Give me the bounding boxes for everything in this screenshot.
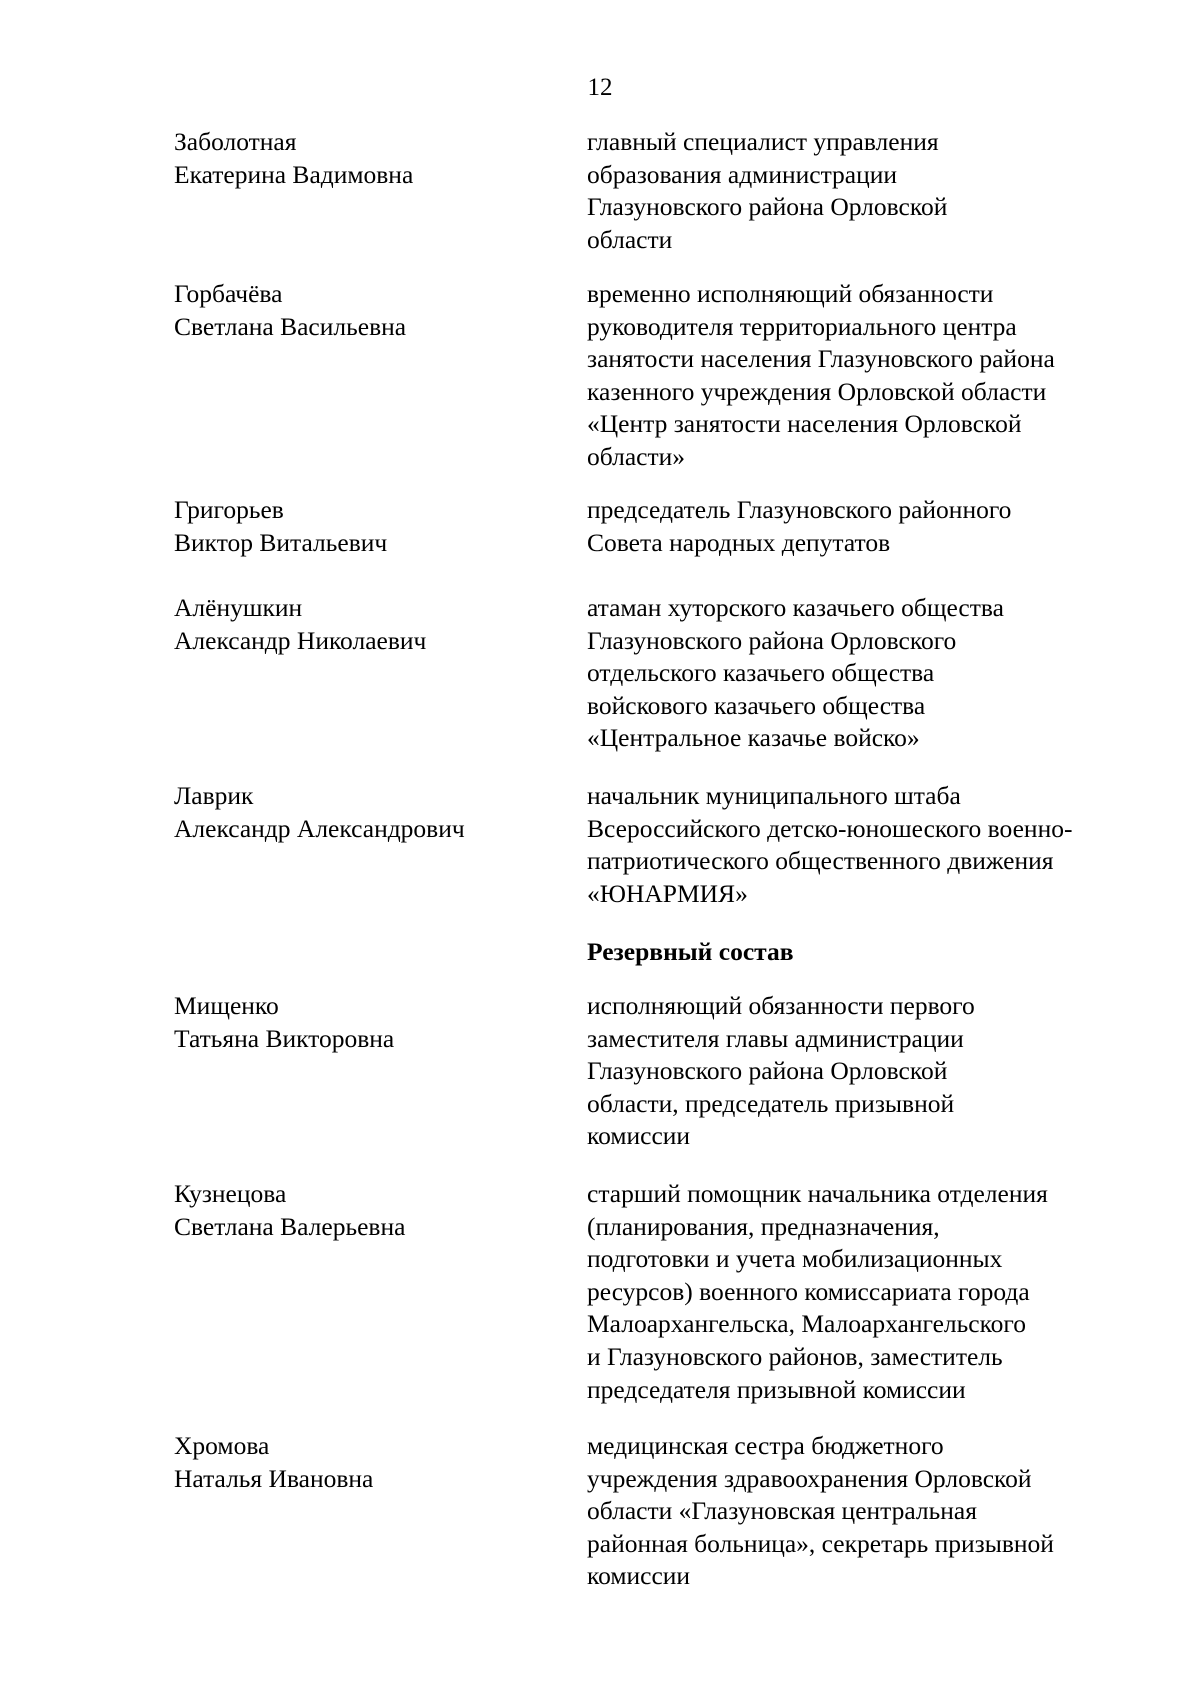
role-line: районная больница», секретарь призывной <box>587 1528 1054 1558</box>
member-role <box>587 780 1147 910</box>
role-line: учреждения здравоохранения Орловской <box>587 1463 1032 1493</box>
role-line: Совета народных депутатов <box>587 527 891 557</box>
role-line: (планирования, предназначения, <box>587 1211 940 1241</box>
role-line: председателя призывной комиссии <box>587 1374 966 1404</box>
role-line: области «Глазуновская центральная <box>587 1496 977 1526</box>
member-role <box>587 278 1147 474</box>
role-line: области <box>587 224 673 254</box>
role-line: занятости населения Глазуновского района <box>587 344 1055 374</box>
role-line: старший помощник начальника отделения <box>587 1179 1048 1208</box>
role-line: начальник муниципального штаба <box>587 781 961 810</box>
member-name <box>174 592 574 657</box>
role-line: патриотического общественного движения <box>587 846 1054 876</box>
role-line: Всероссийского детско-юношеского военно- <box>587 813 1073 843</box>
role-line: атаман хуторского казачьего общества <box>587 593 1004 622</box>
member-surname: Мищенко <box>174 991 279 1020</box>
member-given-names: Александр Николаевич <box>174 625 427 655</box>
role-line: руководителя территориального центра <box>587 311 1017 341</box>
member-given-names: Виктор Витальевич <box>174 527 388 557</box>
member-given-names: Александр Александрович <box>174 813 465 843</box>
member-role <box>587 1178 1147 1406</box>
member-name <box>174 990 574 1055</box>
member-role <box>587 990 1147 1153</box>
role-line: председатель Глазуновского районного <box>587 495 1012 524</box>
member-name <box>174 278 574 343</box>
role-line: области» <box>587 441 685 471</box>
member-role <box>587 126 1147 256</box>
role-line: временно исполняющий обязанности <box>587 279 994 308</box>
member-surname: Заболотная <box>174 127 297 156</box>
role-line: войскового казачьего общества <box>587 690 926 720</box>
member-given-names: Татьяна Викторовна <box>174 1023 395 1053</box>
role-line: образования администрации <box>587 159 898 189</box>
page-number: 12 <box>587 74 613 101</box>
member-given-names: Светлана Васильевна <box>174 311 407 341</box>
member-given-names: Екатерина Вадимовна <box>174 159 414 189</box>
role-line: «Центральное казачье войско» <box>587 723 920 753</box>
role-line: комиссии <box>587 1121 691 1151</box>
member-given-names: Наталья Ивановна <box>174 1463 374 1493</box>
role-line: комиссии <box>587 1561 691 1591</box>
role-line: исполняющий обязанности первого <box>587 991 975 1020</box>
role-line: «ЮНАРМИЯ» <box>587 878 748 908</box>
role-line: отдельского казачьего общества <box>587 658 935 688</box>
reserve-heading: Резервный состав <box>587 937 794 966</box>
role-line: главный специалист управления <box>587 127 939 156</box>
role-line: казенного учреждения Орловской области <box>587 376 1047 406</box>
member-surname: Хромова <box>174 1431 270 1460</box>
role-line: ресурсов) военного комиссариата города <box>587 1276 1030 1306</box>
role-line: подготовки и учета мобилизационных <box>587 1244 1003 1274</box>
role-line: «Центр занятости населения Орловской <box>587 409 1022 439</box>
member-name <box>174 780 574 845</box>
member-role <box>587 1430 1147 1593</box>
member-surname: Григорьев <box>174 495 284 524</box>
role-line: медицинская сестра бюджетного <box>587 1431 944 1460</box>
member-name <box>174 494 574 559</box>
member-surname: Горбачёва <box>174 279 283 308</box>
role-line: Глазуновского района Орловской <box>587 192 948 222</box>
role-line: Малоархангельска, Малоархангельского <box>587 1309 1026 1339</box>
member-name <box>174 1178 574 1243</box>
member-name <box>174 126 574 191</box>
member-name <box>174 1430 574 1495</box>
role-line: Глазуновского района Орловского <box>587 625 957 655</box>
role-line: области, председатель призывной <box>587 1088 955 1118</box>
role-line: Глазуновского района Орловской <box>587 1056 948 1086</box>
member-role <box>587 592 1147 755</box>
member-given-names: Светлана Валерьевна <box>174 1211 406 1241</box>
role-line: и Глазуновского районов, заместитель <box>587 1341 1003 1371</box>
member-surname: Лаврик <box>174 781 254 810</box>
member-role <box>587 494 1147 559</box>
role-line: заместителя главы администрации <box>587 1023 964 1053</box>
member-surname: Алёнушкин <box>174 593 303 622</box>
member-surname: Кузнецова <box>174 1179 287 1208</box>
